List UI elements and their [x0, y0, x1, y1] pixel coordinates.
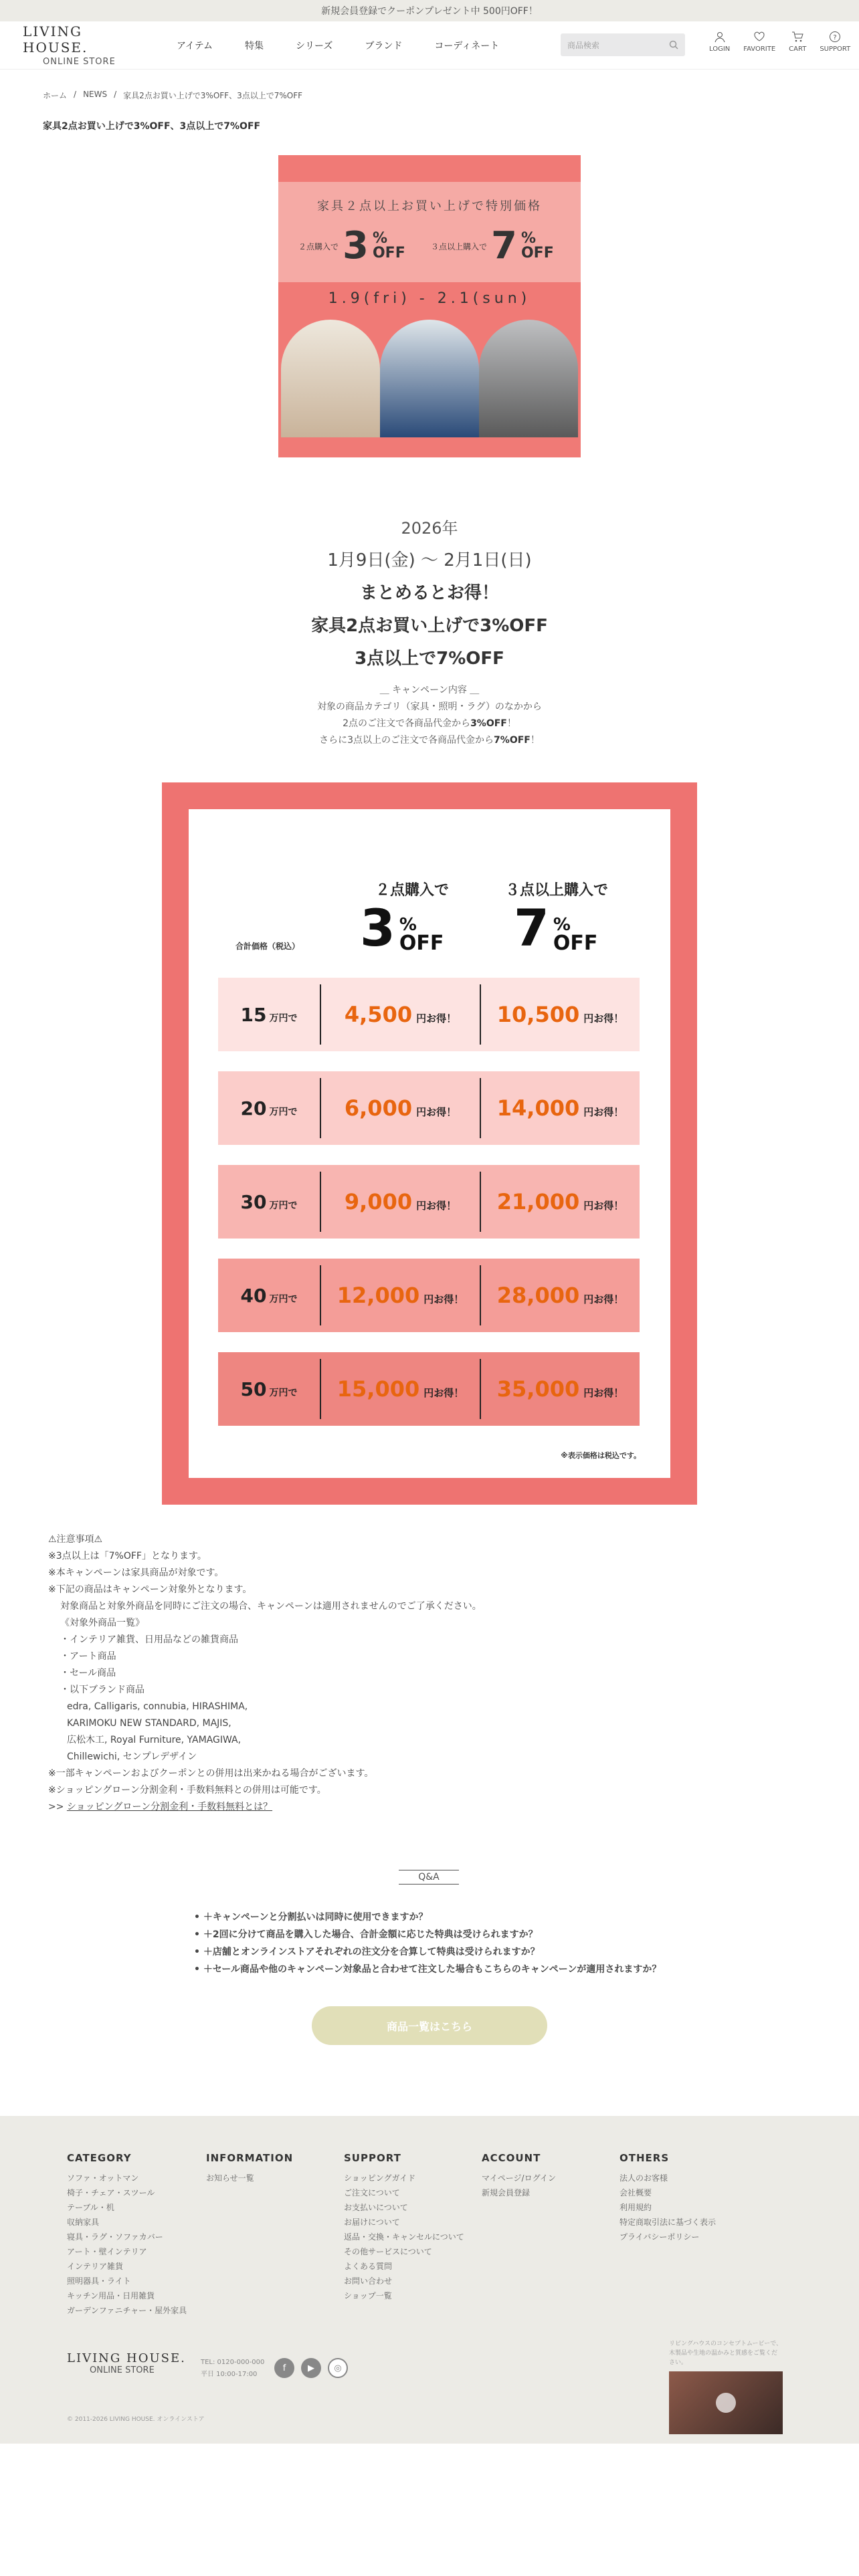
banner-pct: %	[520, 230, 537, 247]
banner-left-label: ２点購入で	[298, 241, 339, 251]
col-rate-7: 7 % OFF	[514, 898, 598, 958]
note-line: Chillewichi, センプレデザイン	[67, 1751, 197, 1762]
footer-link[interactable]: お届けについて	[344, 2218, 400, 2227]
footer-column-title: ACCOUNT	[482, 2152, 541, 2164]
note-line: ・インテリア雑貨、日用品などの雑貨商品	[60, 1634, 238, 1645]
footer-hours: 平日 10:00-17:00	[201, 2371, 258, 2378]
saving-7pct: 10,500 円お得！	[496, 1002, 624, 1027]
note-line: ※本キャンペーンは家具商品が対象です。	[48, 1568, 224, 1578]
banner-title: 家具２点以上お買い上げで特別価格	[317, 199, 542, 213]
youtube-icon[interactable]: ▶	[301, 2358, 321, 2378]
footer-column	[67, 2151, 187, 2318]
footer-column-title: SUPPORT	[344, 2152, 401, 2164]
header-icons	[709, 31, 850, 53]
heart-icon	[753, 31, 765, 43]
total-label: 合計価格（税込）	[235, 942, 300, 951]
campaign-heading: ＿ キャンペーン内容 ＿	[379, 685, 480, 695]
user-icon	[714, 31, 726, 43]
note-line: ※下記の商品はキャンペーン対象外となります。	[48, 1584, 252, 1595]
banner-dates: 1.9(fri) - 2.1(sun)	[328, 290, 531, 307]
notes	[48, 1531, 482, 1816]
banner-offer-3	[431, 224, 554, 267]
saving-3pct: 6,000 円お得！	[344, 1095, 457, 1121]
footer-link[interactable]: プライバシーポリシー	[619, 2232, 700, 2242]
footer-link[interactable]: 返品・交換・キャンセルについて	[344, 2232, 464, 2242]
play-icon[interactable]	[716, 2393, 736, 2413]
search-placeholder: 商品検索	[567, 40, 600, 50]
price-row	[218, 1352, 640, 1426]
saving-7pct: 14,000 円お得！	[496, 1095, 624, 1121]
campaign-range: 1月9日(金) 〜 2月1日(日)	[327, 550, 532, 570]
nav-item-brands[interactable]: ブランド	[365, 40, 403, 51]
qa-item[interactable]: • ＋キャンペーンと分割払いは同時に使用できますか？	[194, 1909, 661, 1926]
banner-photo-dining	[281, 320, 380, 437]
support-label: SUPPORT	[820, 45, 851, 53]
col-head-3: ３点以上購入で	[504, 882, 608, 899]
footer-logo[interactable]: LIVING HOUSE. ONLINE STORE	[67, 2351, 186, 2375]
qa-item[interactable]: • ＋2回に分けて商品を購入した場合、合計金額に応じた特典は受けられますか？	[194, 1926, 661, 1943]
banner-off: OFF	[520, 245, 554, 261]
footer-link[interactable]: キッチン用品・日用雑貨	[67, 2291, 155, 2300]
site-logo[interactable]	[23, 23, 150, 67]
login-label: LOGIN	[709, 45, 731, 53]
footer-column-title: OTHERS	[619, 2152, 670, 2164]
footer-link[interactable]: ショップ一覧	[344, 2291, 392, 2300]
footer-column-title: CATEGORY	[67, 2152, 132, 2164]
qa-title: Q&A	[399, 1870, 459, 1885]
site-footer	[0, 2116, 859, 2444]
qa-list	[194, 1909, 661, 1978]
campaign-dates	[0, 515, 859, 677]
banner-left-num: 3	[343, 224, 369, 267]
favorite-label: FAVORITE	[743, 45, 776, 53]
social-links	[274, 2358, 348, 2378]
note-line: KARIMOKU NEW STANDARD, MAJIS,	[67, 1718, 231, 1729]
announcement-bar[interactable]	[0, 0, 859, 21]
breadcrumb-news[interactable]: NEWS	[83, 90, 108, 99]
banner-offer-2	[298, 224, 405, 267]
qa-item[interactable]: • ＋セール商品や他のキャンペーン対象品と合わせて注文した場合もこちらのキャンペーンが適用されますか？	[194, 1961, 661, 1978]
logo-line2: ONLINE STORE	[43, 57, 116, 67]
price-row	[218, 1259, 640, 1332]
campaign-headline-1: まとめるとお得！	[359, 583, 499, 603]
note-line: ・アート商品	[60, 1651, 116, 1662]
note-line: ・以下ブランド商品	[60, 1685, 145, 1695]
campaign-line-3: さらに3点以上のご注文で各商品代金から7%OFF！	[319, 735, 540, 746]
note-line: >> ショッピングローン分割金利・手数料無料とは？	[48, 1802, 273, 1812]
breadcrumb-current: 家具2点お買い上げで3%OFF、3点以上で7%OFF	[123, 91, 303, 100]
footer-link[interactable]: 新規会員登録	[482, 2188, 531, 2197]
breadcrumb	[43, 90, 302, 101]
page-title: 家具2点お買い上げで3%OFF、3点以上で7%OFF	[43, 121, 261, 132]
banner-right-label: ３点以上購入で	[431, 241, 488, 251]
footer-link[interactable]: テーブル・机	[67, 2203, 114, 2212]
search-icon[interactable]	[669, 40, 678, 49]
notes-heading: ⚠注意事項⚠	[48, 1534, 103, 1545]
note-line: 広松木工, Royal Furniture, YAMAGIWA,	[67, 1735, 242, 1745]
note-line: 《対象外商品一覧》	[60, 1618, 145, 1628]
cart-icon	[791, 31, 803, 43]
footer-link[interactable]: インテリア雑貨	[67, 2262, 124, 2271]
video-thumbnail[interactable]	[669, 2371, 783, 2434]
footer-link[interactable]: お問い合わせ	[344, 2276, 393, 2286]
price-threshold: 20 万円で	[240, 1097, 298, 1119]
saving-7pct: 28,000 円お得！	[496, 1283, 624, 1308]
footer-link[interactable]: 収納家具	[67, 2218, 100, 2227]
footer-link[interactable]: マイページ/ログイン	[482, 2173, 556, 2183]
footer-link[interactable]: お知らせ一覧	[206, 2173, 254, 2183]
support-button[interactable]	[820, 31, 850, 53]
cart-label: CART	[789, 45, 807, 53]
footer-link[interactable]: 椅子・チェア・スツール	[67, 2188, 155, 2197]
campaign-line-1: 対象の商品カテゴリ（家具・照明・ラグ）のなかから	[317, 702, 542, 712]
nav-item-series[interactable]: シリーズ	[296, 40, 333, 51]
footer-link[interactable]: ガーデンファニチャー・屋外家具	[67, 2306, 187, 2315]
saving-3pct: 15,000 円お得！	[337, 1376, 464, 1402]
banner-photo-lamp	[479, 320, 578, 437]
footer-link[interactable]: ご注文について	[344, 2188, 400, 2197]
copyright: © 2011-2026 LIVING HOUSE. オンラインストア	[67, 2416, 205, 2423]
search-input[interactable]	[561, 33, 685, 56]
facebook-icon[interactable]: f	[274, 2358, 294, 2378]
col-rate-3: 3 % OFF	[360, 898, 444, 958]
favorite-button[interactable]	[743, 31, 775, 53]
nav-item-coordinate[interactable]: コーディネート	[434, 40, 500, 51]
price-table-inner	[189, 809, 670, 1478]
price-row	[218, 1165, 640, 1239]
nav-item-items[interactable]: アイテム	[177, 40, 213, 51]
cart-button[interactable]	[789, 31, 806, 53]
breadcrumb-sep: /	[74, 90, 77, 99]
banner-pct: %	[372, 230, 388, 247]
price-row	[218, 1071, 640, 1145]
note-line: ※3点以上は「7%OFF」となります。	[48, 1551, 207, 1562]
footer-link[interactable]: お支払いについて	[344, 2203, 408, 2212]
footer-link[interactable]: 特定商取引法に基づく表示	[619, 2218, 717, 2227]
question-icon	[829, 31, 841, 43]
saving-3pct: 4,500 円お得！	[344, 1002, 457, 1027]
saving-3pct: 9,000 円お得！	[344, 1189, 457, 1214]
footer-column	[482, 2151, 556, 2200]
price-threshold: 30 万円で	[240, 1190, 298, 1213]
footer-link[interactable]: ショッピングガイド	[344, 2173, 416, 2183]
footer-link[interactable]: その他サービスについて	[344, 2247, 432, 2256]
footer-column	[344, 2151, 464, 2303]
breadcrumb-home[interactable]: ホーム	[43, 91, 68, 100]
price-row	[218, 978, 640, 1051]
note-line: edra, Calligaris, connubia, HIRASHIMA,	[67, 1701, 248, 1712]
nav-item-features[interactable]: 特集	[245, 40, 264, 51]
footer-link[interactable]: ソファ・オットマン	[67, 2173, 139, 2183]
footer-column-title: INFORMATION	[206, 2152, 294, 2164]
campaign-year: 2026年	[401, 519, 458, 538]
saving-7pct: 35,000 円お得！	[496, 1376, 624, 1402]
campaign-headline-2: 家具2点お買い上げで3%OFF	[311, 616, 548, 636]
footer-column	[206, 2151, 293, 2185]
svg-text:?: ?	[833, 34, 837, 41]
banner-off: OFF	[372, 245, 405, 261]
footer-link[interactable]: 会社概要	[619, 2188, 652, 2197]
site-header	[0, 21, 859, 70]
saving-3pct: 12,000 円お得！	[337, 1283, 464, 1308]
footer-link[interactable]: 照明器具・ライト	[67, 2276, 131, 2286]
footer-link[interactable]: よくある質問	[344, 2262, 393, 2271]
footer-contact	[201, 2357, 264, 2381]
product-list-button[interactable]: 商品一覧はこちら	[312, 2006, 547, 2045]
note-line: ・セール商品	[60, 1668, 116, 1679]
price-threshold: 50 万円で	[240, 1378, 298, 1400]
footer-link[interactable]: 寝具・ラグ・ソファカバー	[67, 2232, 163, 2242]
campaign-line-2: 2点のご注文で各商品代金から3%OFF！	[343, 718, 516, 729]
note-line: 対象商品と対象外商品を同時にご注文の場合、キャンペーンは適用されませんのでご了承ください。	[60, 1601, 482, 1612]
note-line: ※一部キャンペーンおよびクーポンとの併用は出来かねる場合がございます。	[48, 1768, 374, 1779]
banner-photo-sofa	[380, 320, 479, 437]
price-table	[162, 782, 697, 1505]
announcement-text[interactable]: 新規会員登録でクーポンプレゼント中 500円OFF！	[321, 6, 538, 17]
instagram-icon[interactable]: ◎	[328, 2358, 348, 2378]
logo-line1: LIVING HOUSE.	[23, 23, 88, 56]
col-head-2: ２点購入で	[375, 882, 449, 899]
campaign-banner	[278, 155, 581, 457]
campaign-headline-3: 3点以上で7%OFF	[355, 649, 504, 669]
global-nav	[177, 39, 499, 52]
saving-7pct: 21,000 円お得！	[496, 1189, 624, 1214]
concept-video[interactable]	[669, 2339, 783, 2434]
price-threshold: 15 万円で	[240, 1003, 298, 1026]
banner-right-num: 7	[491, 224, 517, 267]
note-line: ※ショッピングローン分割金利・手数料無料との併用は可能です。	[48, 1785, 326, 1796]
footer-tel: TEL: 0120-000-000	[201, 2359, 265, 2366]
footer-column	[619, 2151, 716, 2244]
footer-link[interactable]: アート・壁インテリア	[67, 2247, 147, 2256]
breadcrumb-sep: /	[114, 90, 117, 99]
video-caption: リビングハウスのコンセプトムービーで、木製品や生地の温かみと質感をご覧ください。	[669, 2341, 783, 2366]
price-threshold: 40 万円で	[240, 1284, 298, 1307]
tax-note: ※表示価格は税込です。	[561, 1451, 641, 1460]
campaign-details	[0, 682, 859, 749]
shopping-loan-link[interactable]: ショッピングローン分割金利・手数料無料とは？	[66, 1802, 273, 1812]
login-button[interactable]	[709, 31, 730, 53]
qa-item[interactable]: • ＋店舗とオンラインストアそれぞれの注文分を合算して特典は受けられますか？	[194, 1943, 661, 1961]
footer-link[interactable]: 利用規約	[619, 2203, 652, 2212]
footer-link[interactable]: 法人のお客様	[619, 2173, 668, 2183]
